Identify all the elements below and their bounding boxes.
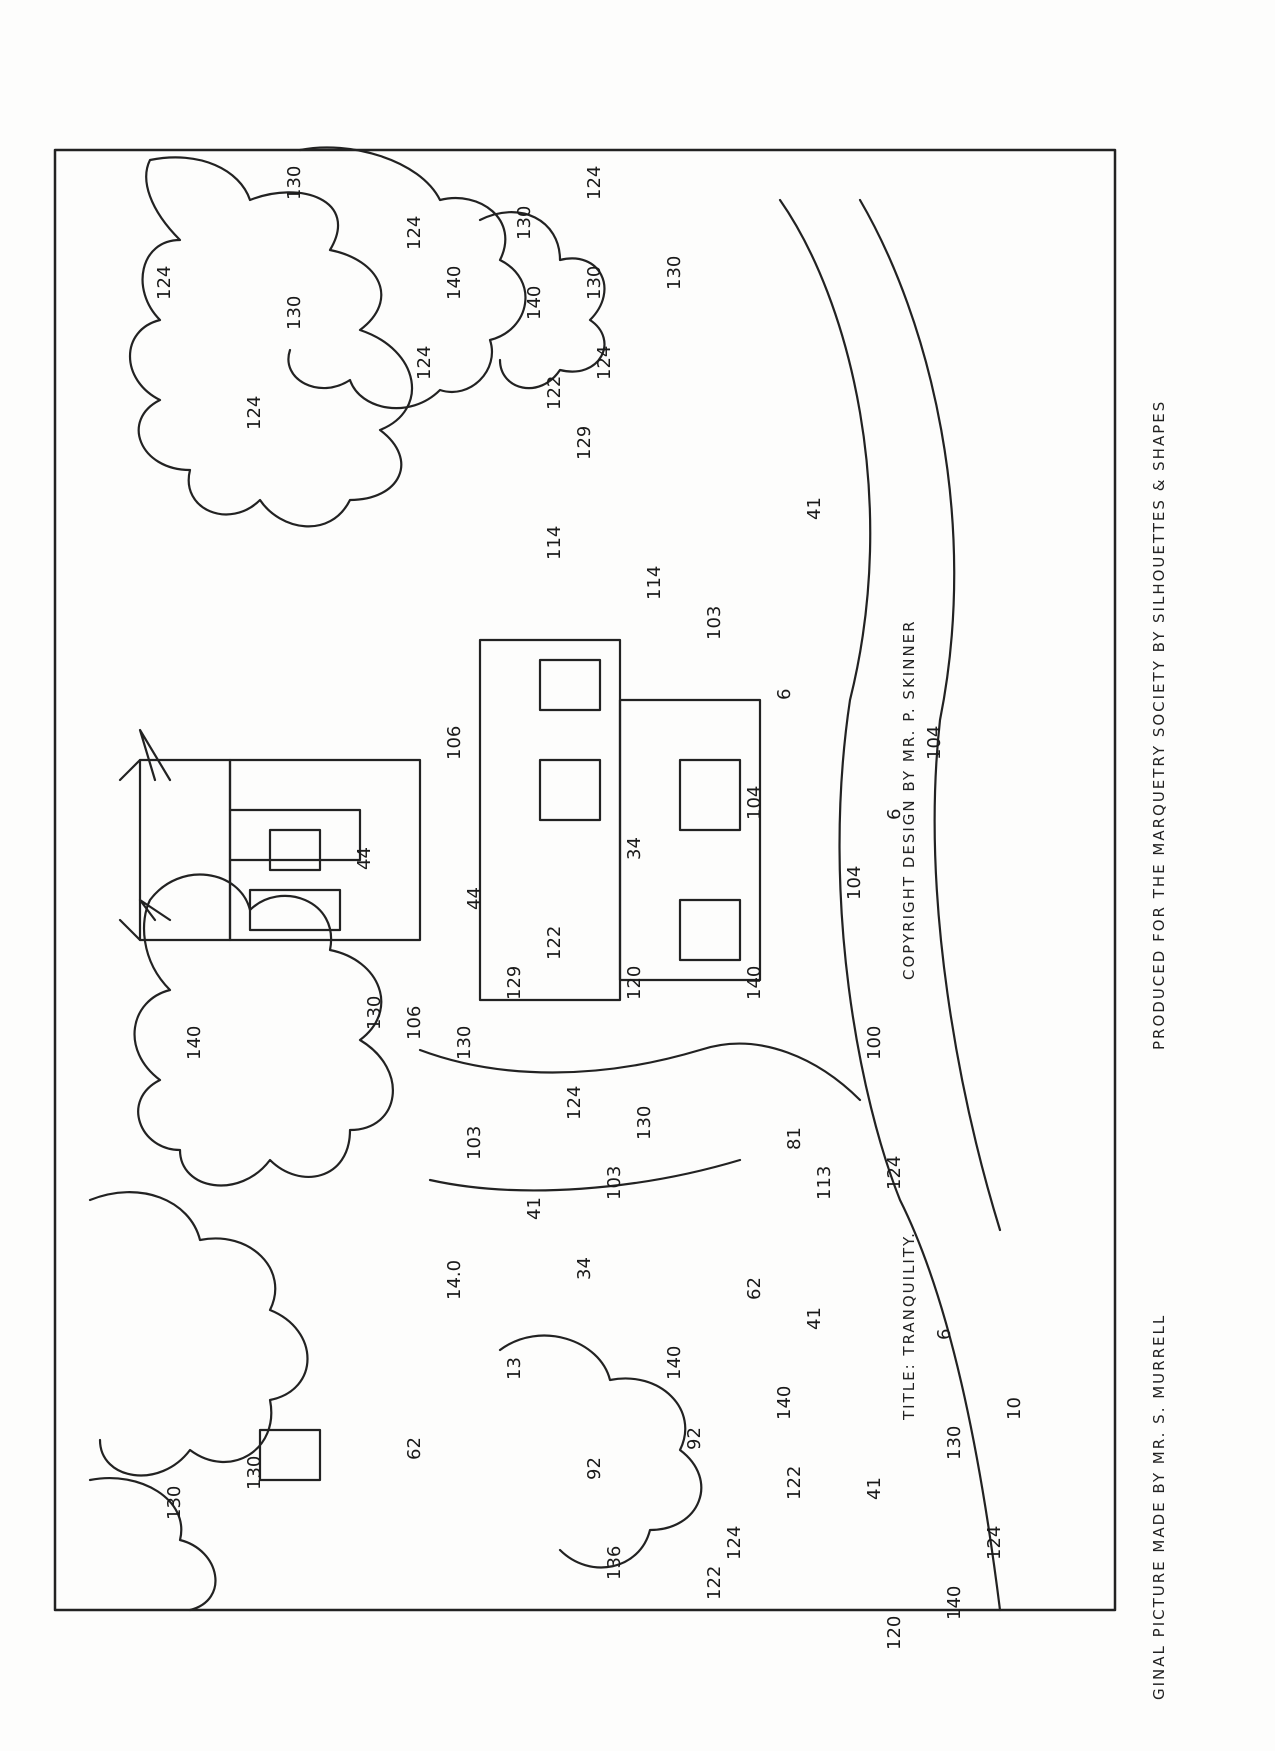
veneer-number-label: 104 xyxy=(924,725,945,760)
veneer-number-label: 124 xyxy=(594,345,615,380)
bank-outline xyxy=(420,1044,860,1100)
veneer-number-label: 130 xyxy=(454,1025,475,1060)
veneer-number-label: 130 xyxy=(664,255,685,290)
tower-window xyxy=(270,830,320,870)
veneer-number-label: 124 xyxy=(404,215,425,250)
veneer-number-label: 6 xyxy=(774,688,795,700)
veneer-number-label: 114 xyxy=(544,525,565,560)
veneer-number-label: 130 xyxy=(164,1485,185,1520)
veneer-number-label: 140 xyxy=(444,265,465,300)
tree-outline xyxy=(130,157,412,526)
veneer-number-label: 6 xyxy=(934,1328,955,1340)
veneer-number-label: 34 xyxy=(624,837,645,860)
tree-outline xyxy=(90,1192,308,1475)
veneer-number-label: 124 xyxy=(564,1085,585,1120)
veneer-number-label: 113 xyxy=(814,1165,835,1200)
veneer-number-label: 130 xyxy=(514,205,535,240)
veneer-number-label: 34 xyxy=(574,1257,595,1280)
veneer-number-label: 81 xyxy=(784,1127,805,1150)
original-picture-caption: GINAL PICTURE MADE BY MR. S. MURRELL xyxy=(1150,1313,1168,1700)
tree-outline xyxy=(90,1478,215,1610)
veneer-number-label: 10 xyxy=(1004,1397,1025,1420)
veneer-number-label: 104 xyxy=(744,785,765,820)
house-window xyxy=(540,760,600,820)
veneer-number-label: 6 xyxy=(884,808,905,820)
veneer-number-label: 62 xyxy=(404,1437,425,1460)
produced-caption: PRODUCED FOR THE MARQUETRY SOCIETY BY SILHOUETTES & SHAPES xyxy=(1150,399,1168,1050)
title-caption: TITLE: TRANQUILITY. xyxy=(900,1231,918,1420)
veneer-number-label: 122 xyxy=(704,1565,725,1600)
veneer-number-label: 140 xyxy=(184,1025,205,1060)
house-window xyxy=(680,760,740,830)
bank-outline xyxy=(430,1160,740,1190)
house-window xyxy=(680,900,740,960)
gate-outline xyxy=(260,1430,320,1480)
veneer-number-label: 106 xyxy=(404,1005,425,1040)
copyright-caption: COPYRIGHT DESIGN BY MR. P. SKINNER xyxy=(900,619,918,980)
veneer-number-label: 41 xyxy=(864,1477,885,1500)
veneer-number-label: 124 xyxy=(584,165,605,200)
veneer-number-label: 106 xyxy=(444,725,465,760)
veneer-number-label: 122 xyxy=(544,375,565,410)
veneer-number-label: 62 xyxy=(744,1277,765,1300)
veneer-number-label: 41 xyxy=(804,497,825,520)
tower-outline xyxy=(230,810,360,860)
veneer-number-label: 114 xyxy=(644,565,665,600)
veneer-number-label: 124 xyxy=(984,1525,1005,1560)
veneer-number-label: 130 xyxy=(634,1105,655,1140)
tower-outline xyxy=(140,760,230,940)
veneer-number-label: 103 xyxy=(704,605,725,640)
veneer-number-label: 14.0 xyxy=(444,1259,465,1300)
veneer-number-label: 140 xyxy=(744,965,765,1000)
tree-outline xyxy=(135,875,393,1186)
veneer-number-label: 140 xyxy=(944,1585,965,1620)
veneer-number-label: 140 xyxy=(524,285,545,320)
veneer-number-label: 124 xyxy=(724,1525,745,1560)
veneer-number-label: 122 xyxy=(784,1465,805,1500)
veneer-number-label: 104 xyxy=(844,865,865,900)
veneer-number-label: 130 xyxy=(244,1455,265,1490)
veneer-number-label: 130 xyxy=(364,995,385,1030)
veneer-number-label: 103 xyxy=(604,1165,625,1200)
veneer-number-label: 129 xyxy=(504,965,525,1000)
veneer-number-label: 13 xyxy=(504,1357,525,1380)
veneer-number-label: 124 xyxy=(154,265,175,300)
river-outline xyxy=(780,200,1000,1610)
veneer-number-label: 130 xyxy=(284,165,305,200)
veneer-number-label: 122 xyxy=(544,925,565,960)
veneer-number-label: 41 xyxy=(524,1197,545,1220)
tower-outline xyxy=(120,730,170,940)
veneer-number-label: 130 xyxy=(584,265,605,300)
veneer-number-label: 130 xyxy=(944,1425,965,1460)
veneer-number-label: 41 xyxy=(804,1307,825,1330)
veneer-number-label: 124 xyxy=(884,1155,905,1190)
veneer-number-label: 103 xyxy=(464,1125,485,1160)
veneer-number-label: 120 xyxy=(884,1615,905,1650)
veneer-number-label: 92 xyxy=(584,1457,605,1480)
veneer-number-label: 124 xyxy=(414,345,435,380)
tower-outline xyxy=(230,760,420,940)
veneer-number-label: 100 xyxy=(864,1025,885,1060)
veneer-number-label: 44 xyxy=(464,887,485,910)
house-window xyxy=(540,660,600,710)
veneer-number-label: 129 xyxy=(574,425,595,460)
veneer-number-label: 130 xyxy=(284,295,305,330)
veneer-number-label: 140 xyxy=(664,1345,685,1380)
river-outline xyxy=(860,200,1000,1230)
veneer-number-label: 140 xyxy=(774,1385,795,1420)
veneer-numbers xyxy=(154,166,1025,1650)
veneer-number-label: 136 xyxy=(604,1545,625,1580)
veneer-number-label: 44 xyxy=(354,847,375,870)
veneer-number-label: 120 xyxy=(624,965,645,1000)
veneer-number-label: 124 xyxy=(244,395,265,430)
veneer-number-label: 92 xyxy=(684,1427,705,1450)
